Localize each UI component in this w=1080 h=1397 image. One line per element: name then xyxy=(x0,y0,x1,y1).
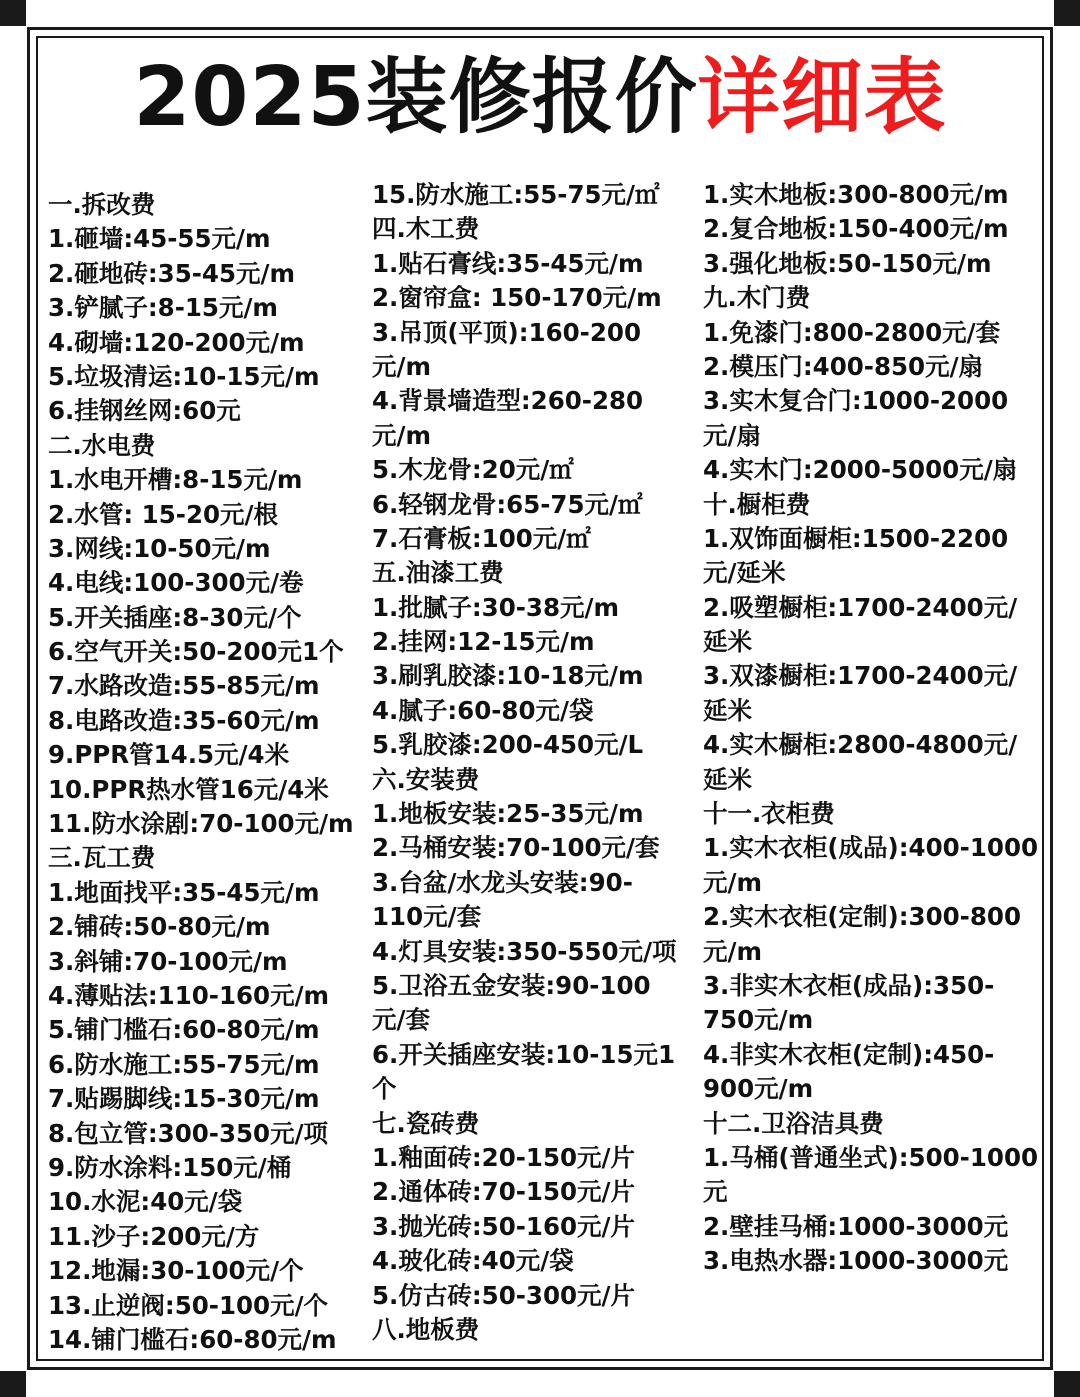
price-line: 750元/m xyxy=(703,1005,814,1035)
title-main: 2025装修报价 xyxy=(133,50,698,145)
price-line: 3.刷乳胶漆:10-18元/m xyxy=(372,661,644,691)
price-line: 2.模压门:400-850元/扇 xyxy=(703,351,984,381)
price-line: 2.壁挂马桶:1000-3000元 xyxy=(703,1211,1009,1241)
price-line: 3.强化地板:50-150元/m xyxy=(703,248,992,278)
price-line: 延米 xyxy=(703,695,752,725)
price-line: 10.水泥:40元/袋 xyxy=(48,1187,243,1217)
price-line: 3.非实木衣柜(成品):350- xyxy=(703,970,995,1000)
price-column-2 xyxy=(372,178,677,1347)
price-line: 3.吊顶(平顶):160-200 xyxy=(372,317,641,347)
price-line: 5.乳胶漆:200-450元/L xyxy=(372,730,644,760)
price-line: 元/套 xyxy=(372,1005,430,1035)
price-line: 1.釉面砖:20-150元/片 xyxy=(372,1142,636,1172)
price-line: 900元/m xyxy=(703,1074,814,1104)
title-highlight: 详细表 xyxy=(697,50,947,145)
price-line: 3.抛光砖:50-160元/片 xyxy=(372,1211,636,1241)
price-line: 十二.卫浴洁具费 xyxy=(703,1108,884,1138)
price-line: 1.地面找平:35-45元/m xyxy=(48,877,320,907)
price-line: 4.背景墙造型:260-280 xyxy=(372,386,644,416)
price-line: 7.贴踢脚线:15-30元/m xyxy=(48,1084,320,1114)
price-line: 14.铺门槛石:60-80元/m xyxy=(48,1324,337,1354)
price-line: 个 xyxy=(372,1074,397,1104)
price-line: 六.安装费 xyxy=(372,764,480,794)
price-line: 7.水路改造:55-85元/m xyxy=(48,671,320,701)
price-line: 2.水管: 15-20元/根 xyxy=(48,499,278,529)
price-line: 10.PPR热水管16元/4米 xyxy=(48,774,329,804)
price-line: 5.木龙骨:20元/㎡ xyxy=(372,455,574,485)
price-line: 1.双饰面橱柜:1500-2200 xyxy=(703,523,1009,553)
price-line: 九.木门费 xyxy=(703,283,811,313)
price-line: 9.防水涂料:150元/桶 xyxy=(48,1152,292,1182)
price-line: 八.地板费 xyxy=(372,1314,480,1344)
price-line: 4.电线:100-300元/卷 xyxy=(48,568,304,598)
price-line: 2.马桶安装:70-100元/套 xyxy=(372,833,660,863)
price-line: 2.通体砖:70-150元/片 xyxy=(372,1177,636,1207)
price-line: 2.砸地砖:35-45元/m xyxy=(48,258,295,288)
price-line: 8.包立管:300-350元/项 xyxy=(48,1118,329,1148)
price-line: 三.瓦工费 xyxy=(48,843,156,873)
price-line: 十一.衣柜费 xyxy=(703,799,835,829)
corner-mark-top-right xyxy=(1054,0,1080,26)
price-line: 110元/套 xyxy=(372,902,482,932)
price-line: 十.橱柜费 xyxy=(703,489,811,519)
price-line: 5.开关插座:8-30元/个 xyxy=(48,602,302,632)
price-line: 11.沙子:200元/方 xyxy=(48,1221,260,1251)
price-line: 1.免漆门:800-2800元/套 xyxy=(703,317,1001,347)
price-line: 2.铺砖:50-80元/m xyxy=(48,912,271,942)
price-line: 元/m xyxy=(372,420,431,450)
price-column-3 xyxy=(703,178,1038,1279)
price-line: 1.贴石膏线:35-45元/m xyxy=(372,248,644,278)
price-line: 4.灯具安装:350-550元/项 xyxy=(372,936,677,966)
corner-mark-top-left xyxy=(0,0,26,26)
price-line: 8.电路改造:35-60元/m xyxy=(48,705,320,735)
price-line: 3.铲腻子:8-15元/m xyxy=(48,293,278,323)
price-line: 延米 xyxy=(703,764,752,794)
price-line: 2.复合地板:150-400元/m xyxy=(703,214,1009,244)
price-line: 元/延米 xyxy=(703,558,786,588)
price-line: 四.木工费 xyxy=(372,214,480,244)
price-line: 1.水电开槽:8-15元/m xyxy=(48,465,303,495)
price-line: 元/m xyxy=(703,936,762,966)
price-line: 元/扇 xyxy=(703,420,761,450)
price-line: 3.斜铺:70-100元/m xyxy=(48,946,288,976)
price-line: 2.窗帘盒: 150-170元/m xyxy=(372,283,662,313)
price-line: 3.电热水器:1000-3000元 xyxy=(703,1246,1009,1276)
price-line: 二.水电费 xyxy=(48,430,156,460)
price-line: 1.地板安装:25-35元/m xyxy=(372,799,644,829)
price-line: 1.砸墙:45-55元/m xyxy=(48,224,271,254)
price-line: 6.开关插座安装:10-15元1 xyxy=(372,1039,676,1069)
price-line: 3.实木复合门:1000-2000 xyxy=(703,386,1009,416)
price-line: 七.瓷砖费 xyxy=(372,1108,480,1138)
price-line: 4.实木橱柜:2800-4800元/ xyxy=(703,730,1018,760)
price-line: 3.网线:10-50元/m xyxy=(48,533,271,563)
price-line: 元/m xyxy=(372,351,431,381)
price-line: 4.砌墙:120-200元/m xyxy=(48,327,305,357)
price-line: 4.腻子:60-80元/袋 xyxy=(372,695,594,725)
price-line: 5.仿古砖:50-300元/片 xyxy=(372,1280,636,1310)
price-line: 9.PPR管14.5元/4米 xyxy=(48,740,290,770)
price-line: 6.挂钢丝网:60元 xyxy=(48,396,241,426)
price-line: 1.批腻子:30-38元/m xyxy=(372,592,619,622)
price-line: 五.油漆工费 xyxy=(372,558,504,588)
price-line: 4.薄贴法:110-160元/m xyxy=(48,980,330,1010)
price-line: 元/m xyxy=(703,867,762,897)
price-line: 1.实木衣柜(成品):400-1000 xyxy=(703,833,1039,863)
price-line: 3.双漆橱柜:1700-2400元/ xyxy=(703,661,1018,691)
price-line: 1.马桶(普通坐式):500-1000 xyxy=(703,1142,1039,1172)
price-line: 7.石膏板:100元/㎡ xyxy=(372,523,591,553)
price-line: 6.防水施工:55-75元/m xyxy=(48,1049,320,1079)
price-line: 3.台盆/水龙头安装:90- xyxy=(372,867,633,897)
price-line: 5.铺门槛石:60-80元/m xyxy=(48,1015,320,1045)
price-line: 4.玻化砖:40元/袋 xyxy=(372,1246,574,1276)
price-line: 一.拆改费 xyxy=(48,190,156,219)
corner-mark-bottom-left xyxy=(0,1371,26,1397)
price-line: 13.止逆阀:50-100元/个 xyxy=(48,1290,329,1320)
price-line: 4.非实木衣柜(定制):450- xyxy=(703,1039,995,1069)
price-column-1 xyxy=(48,188,354,1357)
price-line: 5.卫浴五金安装:90-100 xyxy=(372,970,651,1000)
price-line: 6.轻钢龙骨:65-75元/㎡ xyxy=(372,489,643,519)
price-line: 11.防水涂剧:70-100元/m xyxy=(48,809,354,839)
page-title xyxy=(0,48,1080,148)
price-line: 6.空气开关:50-200元1个 xyxy=(48,637,344,667)
price-line: 1.实木地板:300-800元/m xyxy=(703,180,1009,209)
price-line: 15.防水施工:55-75元/㎡ xyxy=(372,180,660,209)
price-line: 2.吸塑橱柜:1700-2400元/ xyxy=(703,592,1018,622)
price-line: 2.挂网:12-15元/m xyxy=(372,627,595,657)
price-line: 2.实木衣柜(定制):300-800 xyxy=(703,902,1021,932)
price-line: 4.实木门:2000-5000元/扇 xyxy=(703,455,1018,485)
price-line: 5.垃圾清运:10-15元/m xyxy=(48,361,320,391)
price-line: 元 xyxy=(703,1177,728,1207)
corner-mark-bottom-right xyxy=(1054,1371,1080,1397)
price-line: 12.地漏:30-100元/个 xyxy=(48,1256,304,1286)
price-line: 延米 xyxy=(703,627,752,657)
